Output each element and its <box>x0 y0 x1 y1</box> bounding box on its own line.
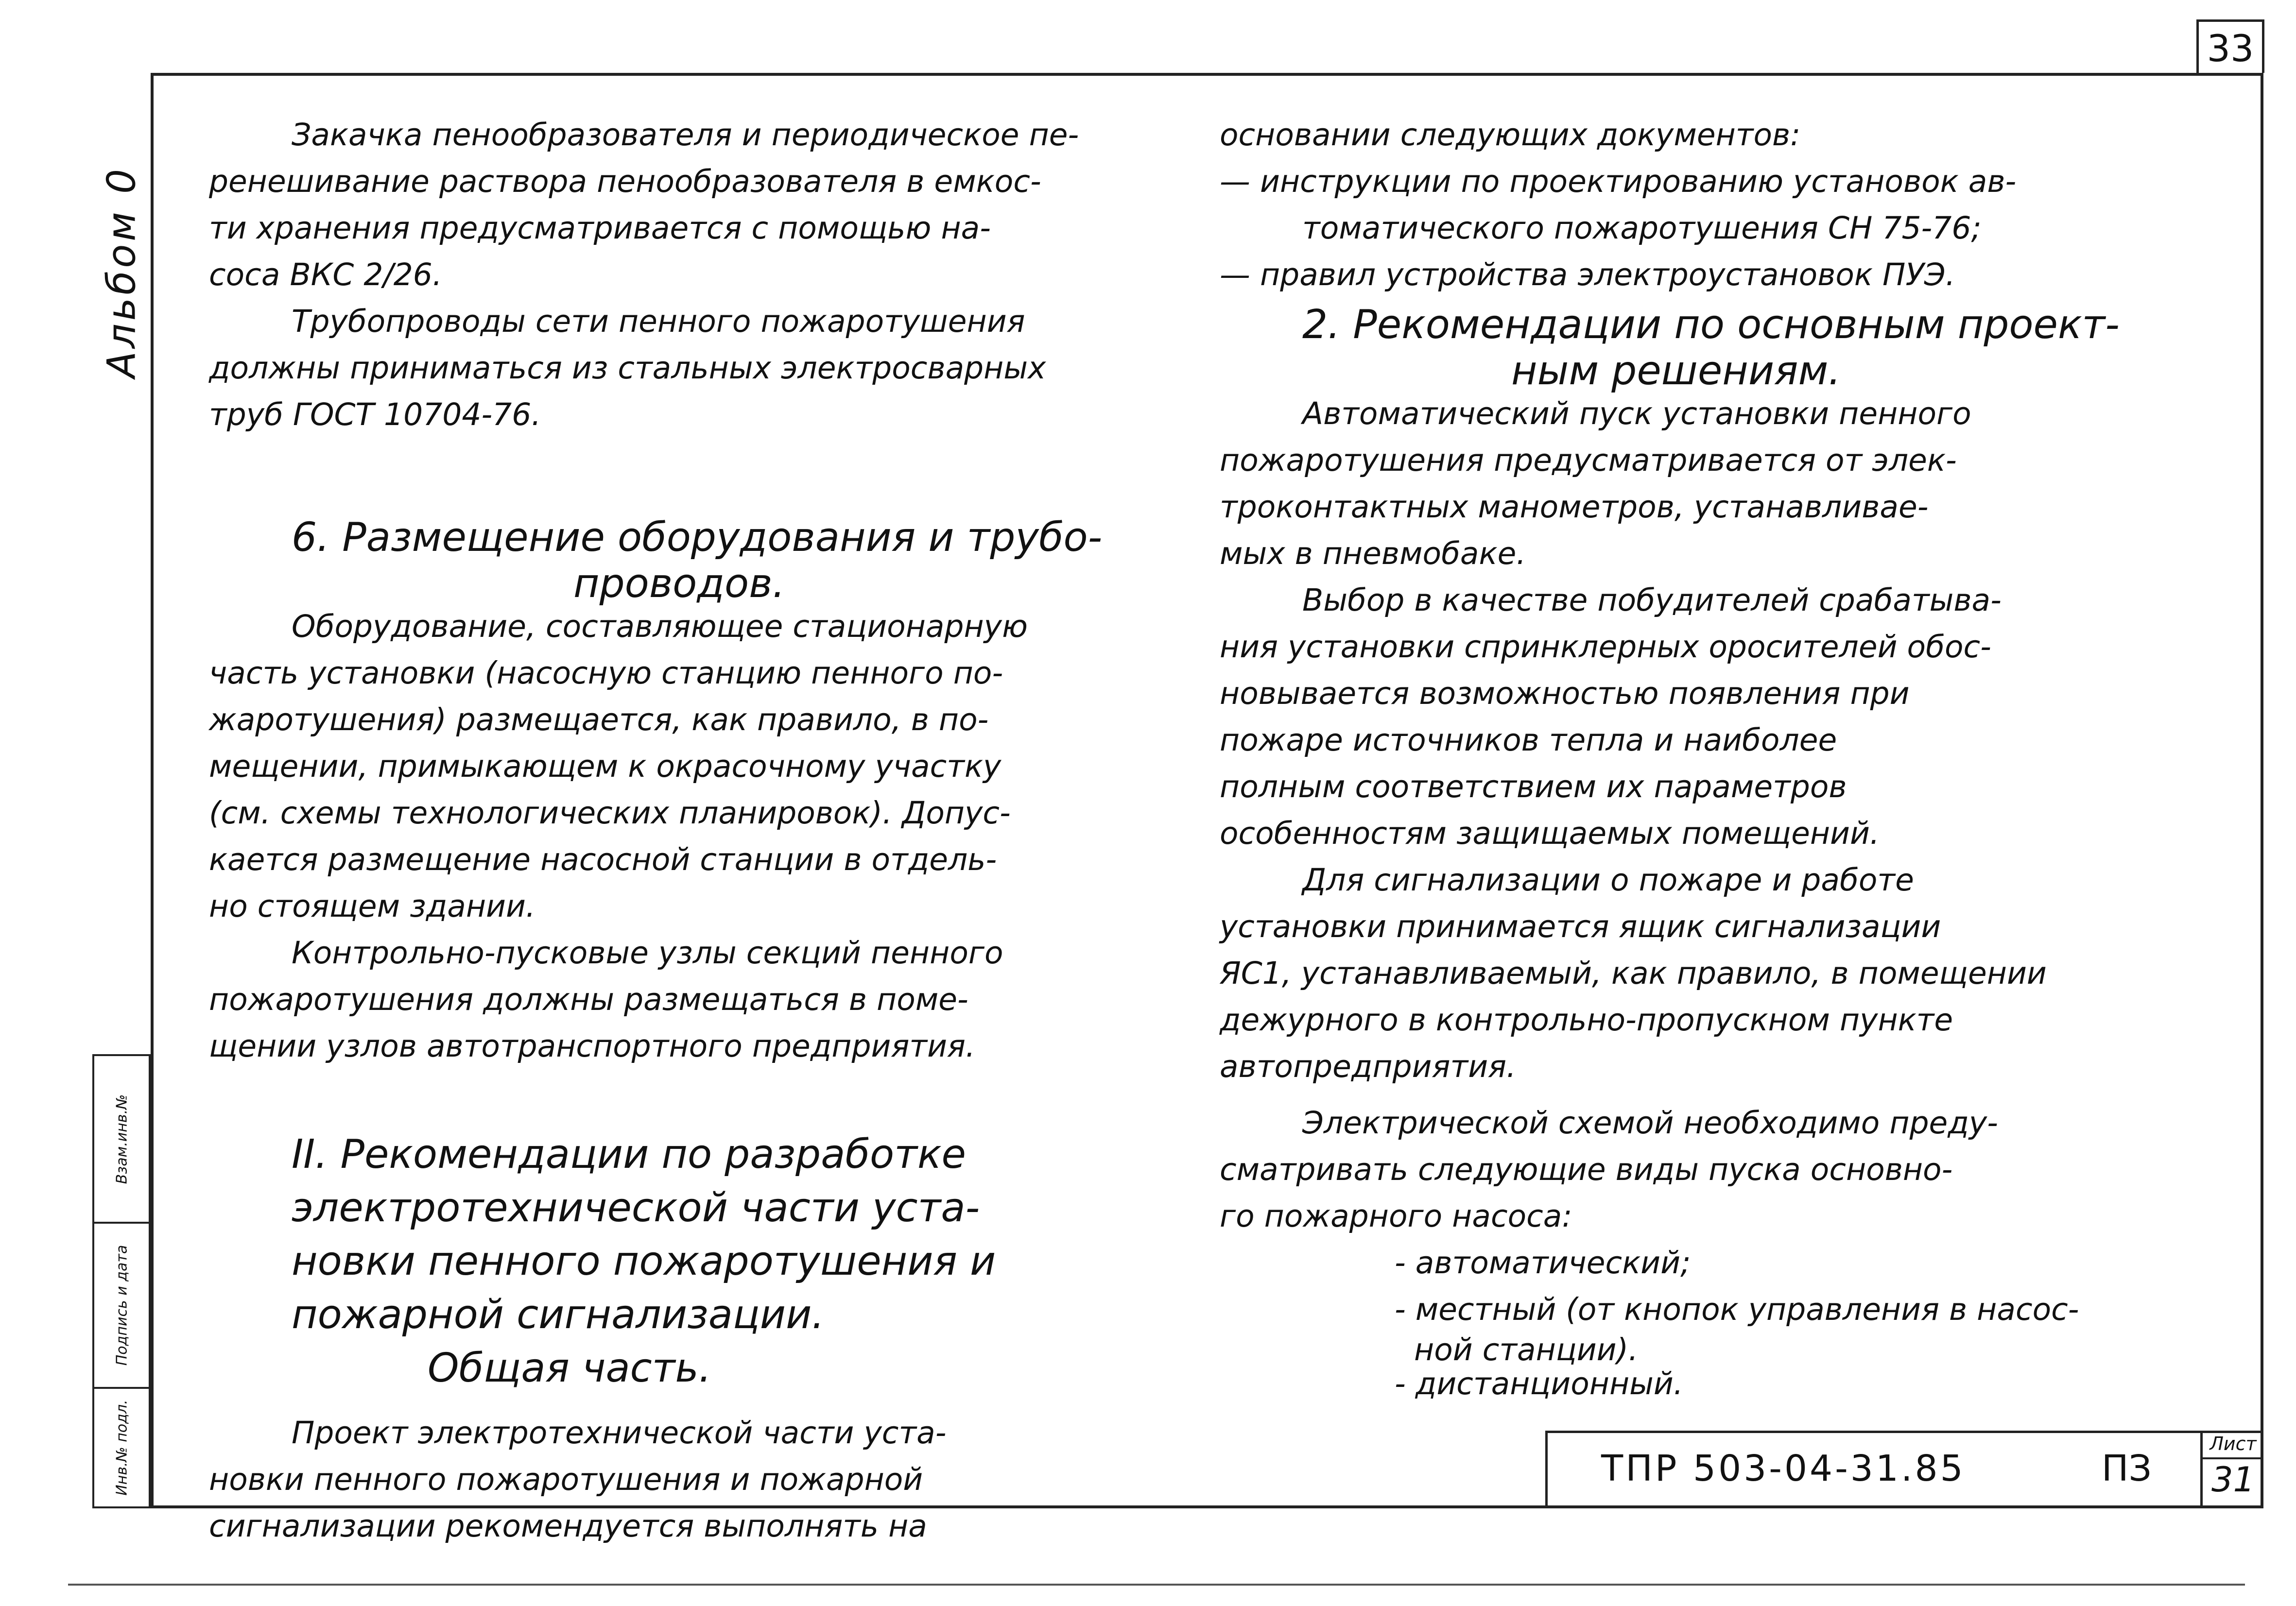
section-heading: 6. Размещение оборудования и трубо- <box>292 514 1103 561</box>
text-line: пожаротушения должны размещаться в поме- <box>209 982 968 1017</box>
text-line: сигнализации рекомендуется выполнять на <box>209 1508 927 1544</box>
text-line: Трубопроводы сети пенного пожаротушения <box>292 304 1025 339</box>
page-number: 33 <box>2196 19 2264 73</box>
subheading: Общая часть. <box>428 1345 711 1391</box>
text-line: пожаре источников тепла и наиболее <box>1220 722 1837 758</box>
text-line: томатического пожаротушения СН 75-76; <box>1302 210 1982 246</box>
text-line: — правил устройства электроустановок ПУЭ. <box>1220 257 1955 292</box>
section-heading: ным решениям. <box>1511 348 1841 394</box>
list-item: ной станции). <box>1414 1332 1639 1367</box>
text-line: Закачка пенообразователя и периодическое пе- <box>292 117 1079 153</box>
text-line: мещении, примыкающем к окрасочному участку <box>209 749 1001 784</box>
text-line: Автоматический пуск установки пенного <box>1302 396 1971 431</box>
text-line: (см. схемы технологических планировок). Допус- <box>209 795 1011 831</box>
document-section: ПЗ <box>2101 1448 2152 1489</box>
text-line: установки принимается ящик сигнализации <box>1220 909 1941 944</box>
text-line: жаротушения) размещается, как правило, в по- <box>209 702 989 737</box>
stamp-cell-replacement: Взам.инв.№ <box>94 1056 150 1224</box>
text-line: Электрической схемой необходимо преду- <box>1302 1105 1998 1141</box>
text-line: щении узлов автотранспортного предприятия. <box>209 1028 975 1064</box>
text-line: Выбор в качестве побудителей срабатыва- <box>1302 582 2002 618</box>
text-line: го пожарного насоса: <box>1220 1198 1572 1234</box>
section-heading: 2. Рекомендации по основным проект- <box>1302 302 2120 348</box>
sheet-number: 31 <box>2211 1460 2255 1500</box>
text-line: ти хранения предусматривается с помощью на- <box>209 210 991 246</box>
text-line: сматривать следующие виды пуска основно- <box>1220 1152 1953 1187</box>
text-line: ния установки спринклерных оросителей обос- <box>1220 629 1991 665</box>
text-line: пожаротушения предусматривается от элек- <box>1220 443 1957 478</box>
text-line: новки пенного пожаротушения и пожарной <box>209 1462 923 1497</box>
sheet-cell <box>2200 1433 2263 1508</box>
right-column <box>1220 112 2120 1401</box>
sheet-label: Лист <box>2203 1433 2263 1459</box>
text-line: ЯС1, устанавливаемый, как правило, в помещении <box>1220 956 2047 991</box>
text-line: мых в пневмобаке. <box>1220 536 1526 571</box>
side-stamp <box>92 1054 151 1508</box>
list-item: - местный (от кнопок управления в насос- <box>1395 1292 2079 1327</box>
text-line: coca ВКС 2/26. <box>209 257 442 292</box>
list-item: - дистанционный. <box>1395 1366 1683 1401</box>
text-line: ренешивание раствора пенообразователя в емкос- <box>209 164 1041 199</box>
text-line: должны приниматься из стальных электросварных <box>209 350 1046 386</box>
document-code: ТПР 503-04-31.85 <box>1601 1448 1966 1489</box>
section-heading: электротехнической части уста- <box>292 1185 980 1231</box>
text-line: Оборудование, составляющее стационарную <box>292 609 1028 644</box>
text-line: Контрольно-пусковые узлы секций пенного <box>292 935 1003 971</box>
text-line: но стоящем здании. <box>209 888 535 924</box>
text-line: дежурного в контрольно-пропускном пункте <box>1220 1002 1953 1038</box>
text-line: часть установки (насосную станцию пенного по- <box>209 655 1003 691</box>
text-line: автопредприятия. <box>1220 1049 1517 1084</box>
album-label: Альбом 0 <box>99 166 144 378</box>
title-block <box>1545 1431 2263 1508</box>
stamp-cell-inventory: Инв.№ подл. <box>113 1400 131 1496</box>
left-column <box>209 112 1102 1550</box>
text-line: троконтактных манометров, устанавливае- <box>1220 489 1929 525</box>
list-item: - автоматический; <box>1395 1245 1691 1281</box>
section-heading: новки пенного пожаротушения и <box>292 1238 996 1284</box>
text-line: Для сигнализации о пожаре и работе <box>1302 862 1914 898</box>
text-line: основании следующих документов: <box>1220 117 1801 153</box>
text-line: труб ГОСТ 10704-76. <box>209 397 541 432</box>
stamp-cell-signature: Подпись и дата <box>94 1224 150 1389</box>
section-heading: II. Рекомендации по разработке <box>292 1131 966 1178</box>
text-line: особенностям защищаемых помещений. <box>1220 816 1880 851</box>
section-heading: пожарной сигнализации. <box>292 1292 825 1338</box>
text-line: новывается возможностью появления при <box>1220 676 1910 711</box>
bottom-rule <box>68 1584 2245 1586</box>
section-heading: проводов. <box>573 561 785 607</box>
text-line: Проект электротехнической части уста- <box>292 1415 947 1451</box>
text-line: кается размещение насосной станции в отдель- <box>209 842 997 877</box>
text-line: — инструкции по проектированию установок ав- <box>1220 164 2017 199</box>
text-line: полным соответствием их параметров <box>1220 769 1847 804</box>
